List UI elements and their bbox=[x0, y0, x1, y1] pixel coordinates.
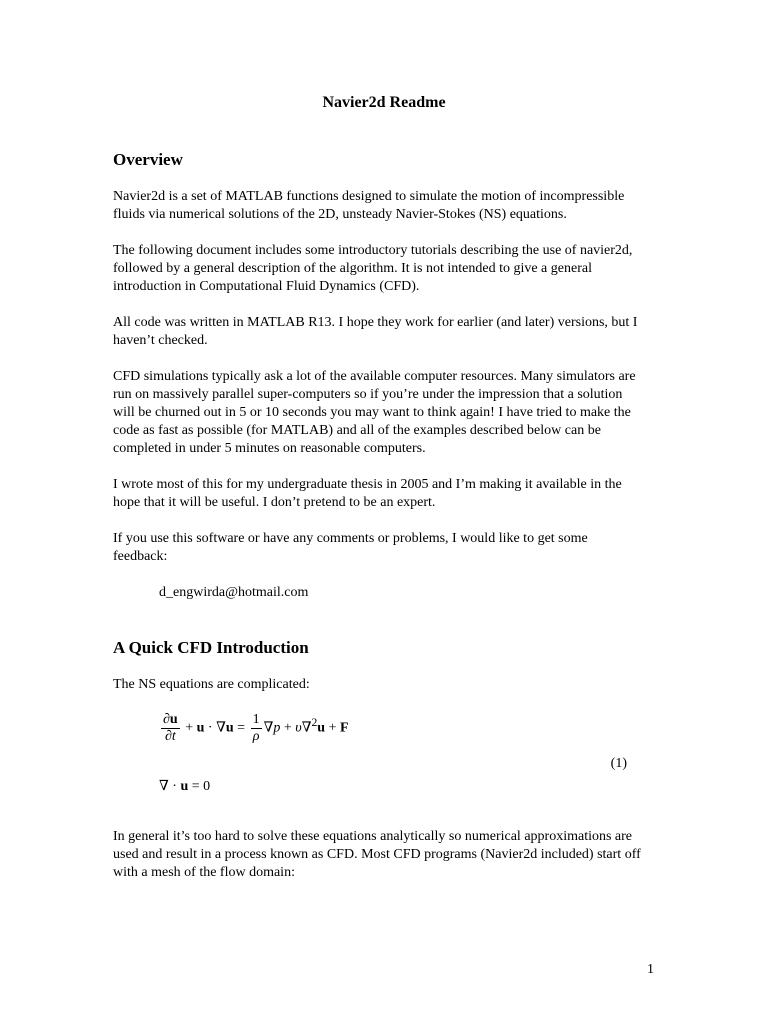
email-address[interactable]: d_engwirda@hotmail.com bbox=[159, 585, 309, 600]
document-title: Navier2d Readme bbox=[322, 94, 446, 111]
ns-intro-text: The NS equations are complicated: bbox=[113, 677, 310, 692]
momentum-equation: $\frac{\partial u}{\partial t}$ + u · ∇u = $\frac{1}{\rho}$ ∇p + υ∇$^2$u + F bbox=[163, 712, 349, 744]
navier-stokes-equations bbox=[113, 712, 643, 812]
page-number: 1 bbox=[647, 962, 654, 977]
paragraph-cfd-resources: CFD simulations typically ask a lot of the available computer resources. Many simulators are run on massively parallel super-computers so if you’re under the impression that a solution will be churned out in 5 or 10 seconds you may want to think again! I have tried to make the code as fast as possible (for MATLAB) and all of the examples described below can be completed in under 5 minutes on reasonable computers. bbox=[113, 369, 636, 456]
continuity-equation: ∇ · u = 0 bbox=[159, 779, 211, 794]
cfd-intro-heading: A Quick CFD Introduction bbox=[113, 638, 309, 657]
overview-heading: Overview bbox=[113, 150, 183, 169]
paragraph-matlab-version: All code was written in MATLAB R13. I hope they work for earlier (and later) versions, but I haven’t checked. bbox=[113, 315, 638, 348]
paragraph-thesis: I wrote most of this for my undergraduate thesis in 2005 and I’m making it available in the hope that it will be useful. I don’t pretend to be an expert. bbox=[113, 477, 622, 510]
paragraph-intro: Navier2d is a set of MATLAB functions designed to simulate the motion of incompressible fluids via numerical solutions of the 2D, unsteady Navier-Stokes (NS) equations. bbox=[113, 189, 625, 222]
document-body bbox=[113, 150, 643, 900]
equation-number: (1) bbox=[610, 756, 627, 771]
paragraph-document-scope: The following document includes some introductory tutorials describing the use of navier2d, followed by a general description of the algorithm. It is not intended to give a general introduction in Computational Fluid Dynamics (CFD). bbox=[113, 243, 633, 294]
paragraph-feedback: If you use this software or have any comments or problems, I would like to get some feedback: bbox=[113, 531, 588, 564]
paragraph-cfd-process: In general it’s too hard to solve these equations analytically so numerical approximations are used and result in a process known as CFD. Most CFD programs (Navier2d included) start off with a mesh of the flow domain: bbox=[113, 829, 641, 880]
